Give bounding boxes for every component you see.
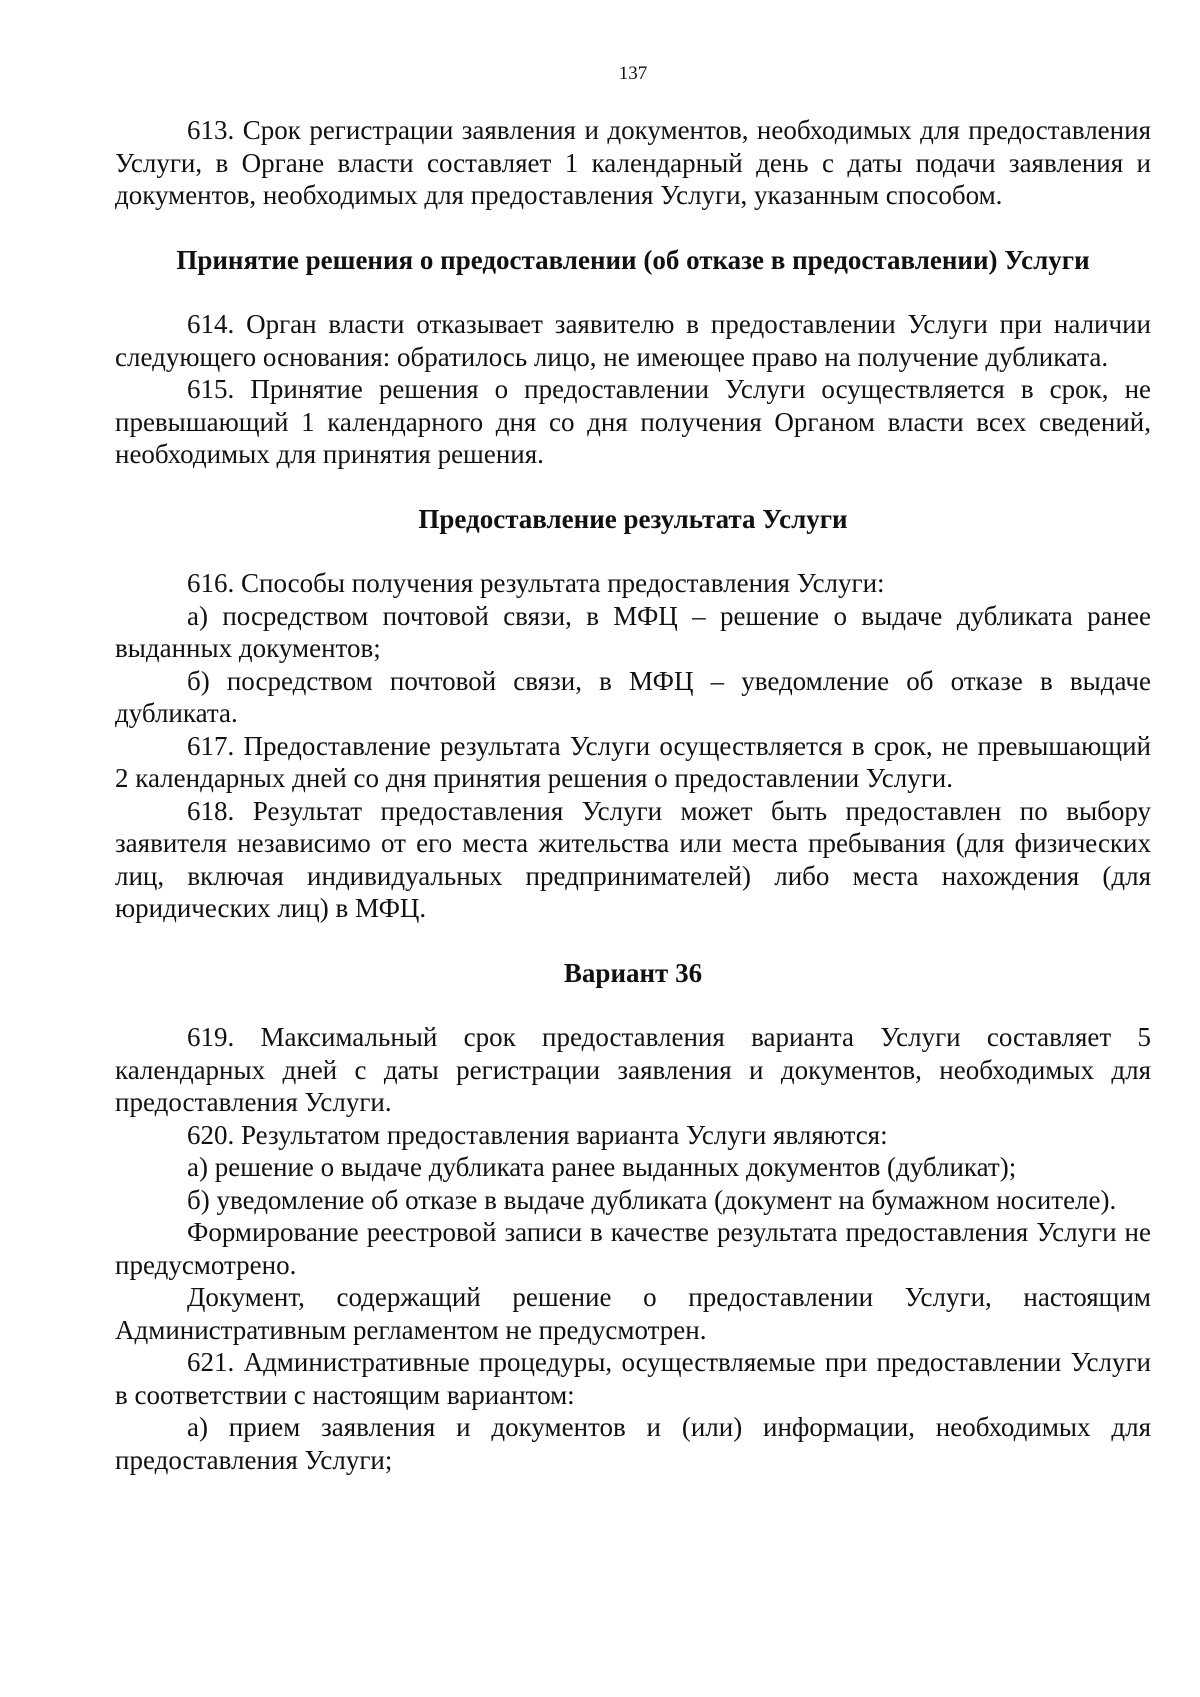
paragraph-616-b: б) посредством почтовой связи, в МФЦ – уведомление об отказе в выдаче дубликата. xyxy=(115,665,1151,728)
paragraph-registry-record: Формирование реестровой записи в качестве результата предоставления Услуги не предусмотрено. xyxy=(115,1217,1151,1280)
paragraph-613: 613. Срок регистрации заявления и документов, необходимых для предоставления Услуги, в Органе власти составляет 1 календарный день с даты подачи заявления и документов, необходимых для предоставления Услуги, указанным способом. xyxy=(115,115,1151,210)
paragraph-621-a: а) прием заявления и документов и (или) информации, необходимых для предоставления Услуги; xyxy=(115,1412,1151,1475)
page-number: 137 xyxy=(618,63,648,84)
paragraph-614: 614. Орган власти отказывает заявителю в предоставлении Услуги при наличии следующего основания: обратилось лицо, не имеющее право на получение дубликата. xyxy=(115,309,1151,372)
paragraph-616: 616. Способы получения результата предоставления Услуги: xyxy=(187,568,885,598)
section-heading-decision: Принятие решения о предоставлении (об отказе в предоставлении) Услуги xyxy=(176,244,1090,275)
paragraph-620-a: а) решение о выдаче дубликата ранее выданных документов (дубликат); xyxy=(187,1152,1017,1182)
section-heading-result: Предоставление результата Услуги xyxy=(418,503,848,534)
section-heading-variant-36: Вариант 36 xyxy=(563,957,703,988)
paragraph-decision-document: Документ, содержащий решение о предоставлении Услуги, настоящим Административным регламентом не предусмотрен. xyxy=(115,1282,1151,1345)
paragraph-620-b: б) уведомление об отказе в выдаче дубликата (документ на бумажном носителе). xyxy=(187,1184,1117,1215)
paragraph-617: 617. Предоставление результата Услуги осуществляется в срок, не превышающий 2 календарных дней со дня принятия решения о предоставлении Услуги. xyxy=(115,730,1151,793)
paragraph-619: 619. Максимальный срок предоставления варианта Услуги составляет 5 календарных дней с даты регистрации заявления и документов, необходимых для предоставления Услуги. xyxy=(115,1022,1151,1117)
paragraph-616-a: а) посредством почтовой связи, в МФЦ – решение о выдаче дубликата ранее выданных документов; xyxy=(115,600,1151,663)
paragraph-620: 620. Результатом предоставления варианта Услуги являются: xyxy=(187,1119,888,1150)
paragraph-618: 618. Результат предоставления Услуги может быть предоставлен по выбору заявителя независимо от его места жительства или места пребывания (для физических лиц, включая индивидуальных предпринимателей) либо места нахождения (для юридических лиц) в МФЦ. xyxy=(115,795,1151,923)
paragraph-621: 621. Административные процедуры, осуществляемые при предоставлении Услуги в соответствии с настоящим вариантом: xyxy=(115,1347,1151,1410)
paragraph-615: 615. Принятие решения о предоставлении Услуги осуществляется в срок, не превышающий 1 календарного дня со дня получения Органом власти всех сведений, необходимых для принятия решения. xyxy=(115,374,1151,469)
document-page xyxy=(115,62,1151,1476)
